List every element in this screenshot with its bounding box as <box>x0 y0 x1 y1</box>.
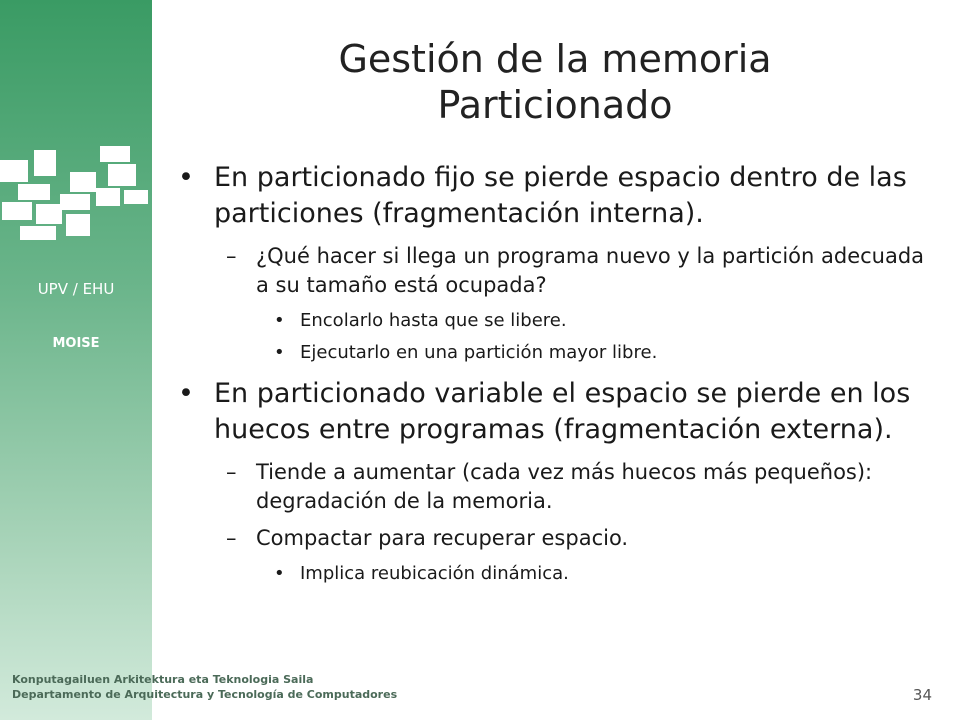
bullet-text: En particionado variable el espacio se pierde en los huecos entre programas (fragmentación externa). <box>214 378 911 445</box>
bullet-fixed-partitioning <box>170 160 940 232</box>
footer-line-spanish: Departamento de Arquitectura y Tecnología de Computadores <box>12 688 398 701</box>
dash-marker: – <box>226 526 237 550</box>
bullet-marker: • <box>274 342 285 363</box>
department-short-name: MOISE <box>52 336 100 351</box>
sidebar <box>0 0 152 720</box>
footer <box>12 672 397 702</box>
sub-bullet-compaction <box>170 524 940 553</box>
sub-sub-bullet-queue <box>170 308 940 334</box>
university-name: UPV / EHU <box>37 280 115 298</box>
sub-sub-bullet-larger-partition <box>170 340 940 366</box>
sub-sub-bullet-text: Implica reubicación dinámica. <box>300 563 569 584</box>
slide-body <box>170 160 940 593</box>
bullet-marker: • <box>178 162 194 193</box>
footer-line-basque: Konputagailuen Arkitektura eta Teknologia Saila <box>12 673 314 686</box>
bullet-marker: • <box>178 378 194 409</box>
upv-ehu-logo-icon <box>0 142 152 252</box>
sub-sub-bullet-relocation <box>170 561 940 587</box>
sub-bullet-text: ¿Qué hacer si llega un programa nuevo y la partición adecuada a su tamaño está ocupada? <box>256 244 925 297</box>
page-number: 34 <box>912 686 932 704</box>
sub-bullet-text: Tiende a aumentar (cada vez más huecos más pequeños): degradación de la memoria. <box>256 460 873 513</box>
title-line-1: Gestión de la memoria <box>338 37 772 81</box>
title-line-2: Particionado <box>437 83 673 127</box>
bullet-marker: • <box>274 563 285 584</box>
sub-bullet-text: Compactar para recuperar espacio. <box>256 526 629 550</box>
sub-sub-bullet-text: Encolarlo hasta que se libere. <box>300 310 567 331</box>
sub-bullet-question <box>170 242 940 300</box>
bullet-marker: • <box>274 310 285 331</box>
dash-marker: – <box>226 244 237 268</box>
bullet-variable-partitioning <box>170 376 940 448</box>
sub-sub-bullet-text: Ejecutarlo en una partición mayor libre. <box>300 342 658 363</box>
bullet-text: En particionado fijo se pierde espacio dentro de las particiones (fragmentación interna). <box>214 162 907 229</box>
slide-title <box>200 36 910 128</box>
dash-marker: – <box>226 460 237 484</box>
sub-bullet-degradation <box>170 458 940 516</box>
